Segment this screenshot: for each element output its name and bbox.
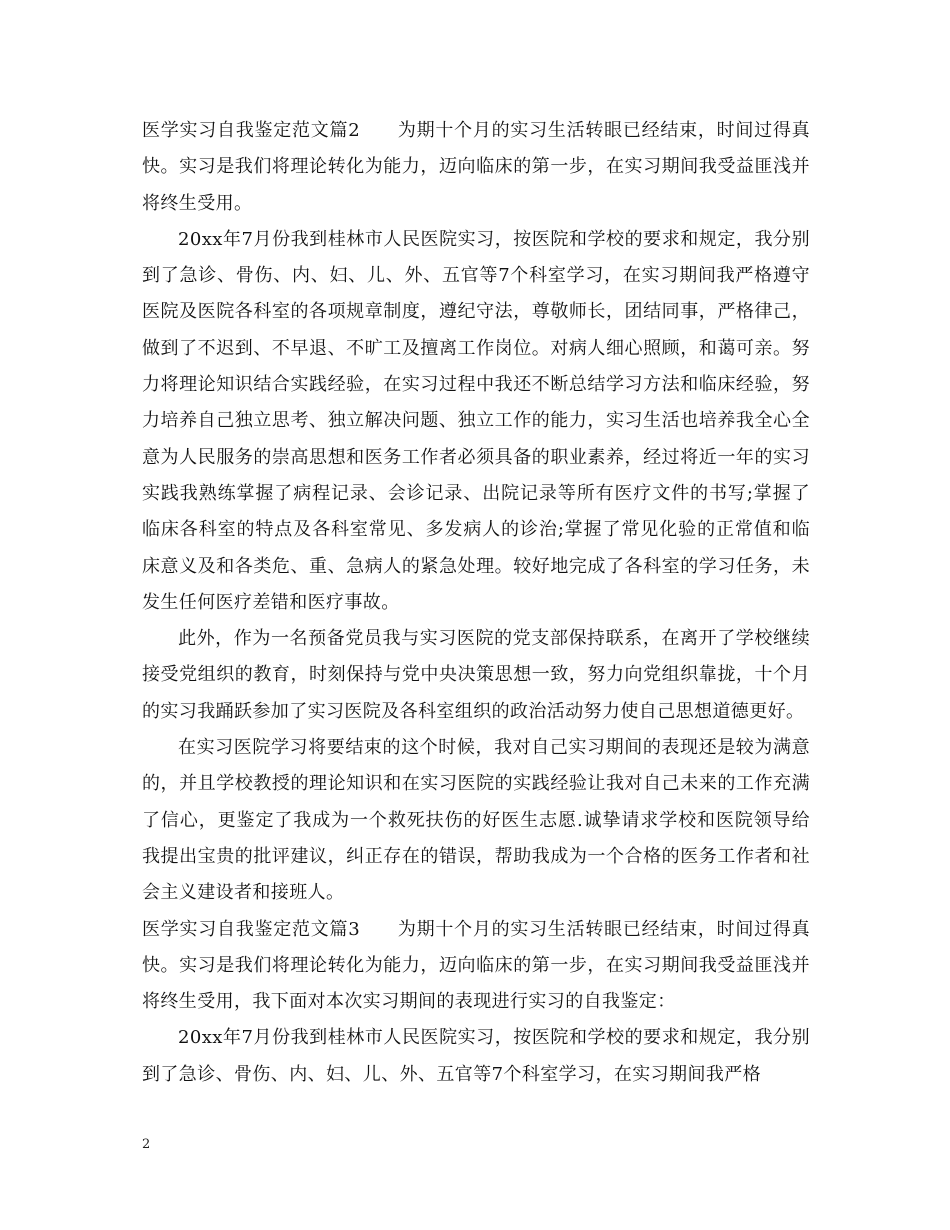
paragraph-section3-intro: 医学实习自我鉴定范文篇3 为期十个月的实习生活转眼已经结束，时间过得真快。实习是我们将理论转化为能力，迈向临床的第一步，在实习期间我受益匪浅并将终生受用，我下面对本次实习期间的表现进行实习的自我鉴定： xyxy=(142,918,810,1013)
page-number: 2 xyxy=(142,1137,151,1152)
paragraph-conclusion: 在实习医院学习将要结束的这个时候，我对自己实习期间的表现还是较为满意的，并且学校教授的理论知识和在实习医院的实践经验让我对自己未来的工作充满了信心，更鉴定了我成为一个救死扶伤的好医生志愿.诚挚请求学校和医院领导给我提出宝贵的批评建议，纠正存在的错误，帮助我成为一个合格的医务工作者和社会主义建设者和接班人。 xyxy=(142,737,810,904)
document-body xyxy=(142,113,810,1093)
paragraph-section2-intro: 医学实习自我鉴定范文篇2 为期十个月的实习生活转眼已经结束，时间过得真快。实习是我们将理论转化为能力，迈向临床的第一步，在实习期间我受益匪浅并将终生受用。 xyxy=(142,120,810,214)
paragraph-internship-details: 20xx年7月份我到桂林市人民医院实习，按医院和学校的要求和规定，我分别到了急诊、骨伤、内、妇、儿、外、五官等7个科室学习，在实习期间我严格遵守医院及医院各科室的各项规章制度，遵纪守法，尊敬师长，团结同事，严格律己，做到了不迟到、不早退、不旷工及擅离工作岗位。对病人细心照顾，和蔼可亲。努力将理论知识结合实践经验，在实习过程中我还不断总结学习方法和临床经验，努力培养自己独立思考、独立解决问题、独立工作的能力，实习生活也培养我全心全意为人民服务的崇高思想和医务工作者必须具备的职业素养，经过将近一年的实习实践我熟练掌握了病程记录、会诊记录、出院记录等所有医疗文件的书写;掌握了临床各科室的特点及各科室常见、多发病人的诊治;掌握了常见化验的正常值和临床意义及和各类危、重、急病人的紧急处理。较好地完成了各科室的学习任务，未发生任何医疗差错和医疗事故。 xyxy=(142,228,810,613)
paragraph-section3-details: 20xx年7月份我到桂林市人民医院实习，按医院和学校的要求和规定，我分别到了急诊、骨伤、内、妇、儿、外、五官等7个科室学习，在实习期间我严格 xyxy=(142,1027,810,1085)
paragraph-party-activities: 此外，作为一名预备党员我与实习医院的党支部保持联系，在离开了学校继续接受党组织的教育，时刻保持与党中央决策思想一致，努力向党组织靠拢，十个月的实习我踊跃参加了实习医院及各科室组织的政治活动努力使自己思想道德更好。 xyxy=(142,628,810,722)
